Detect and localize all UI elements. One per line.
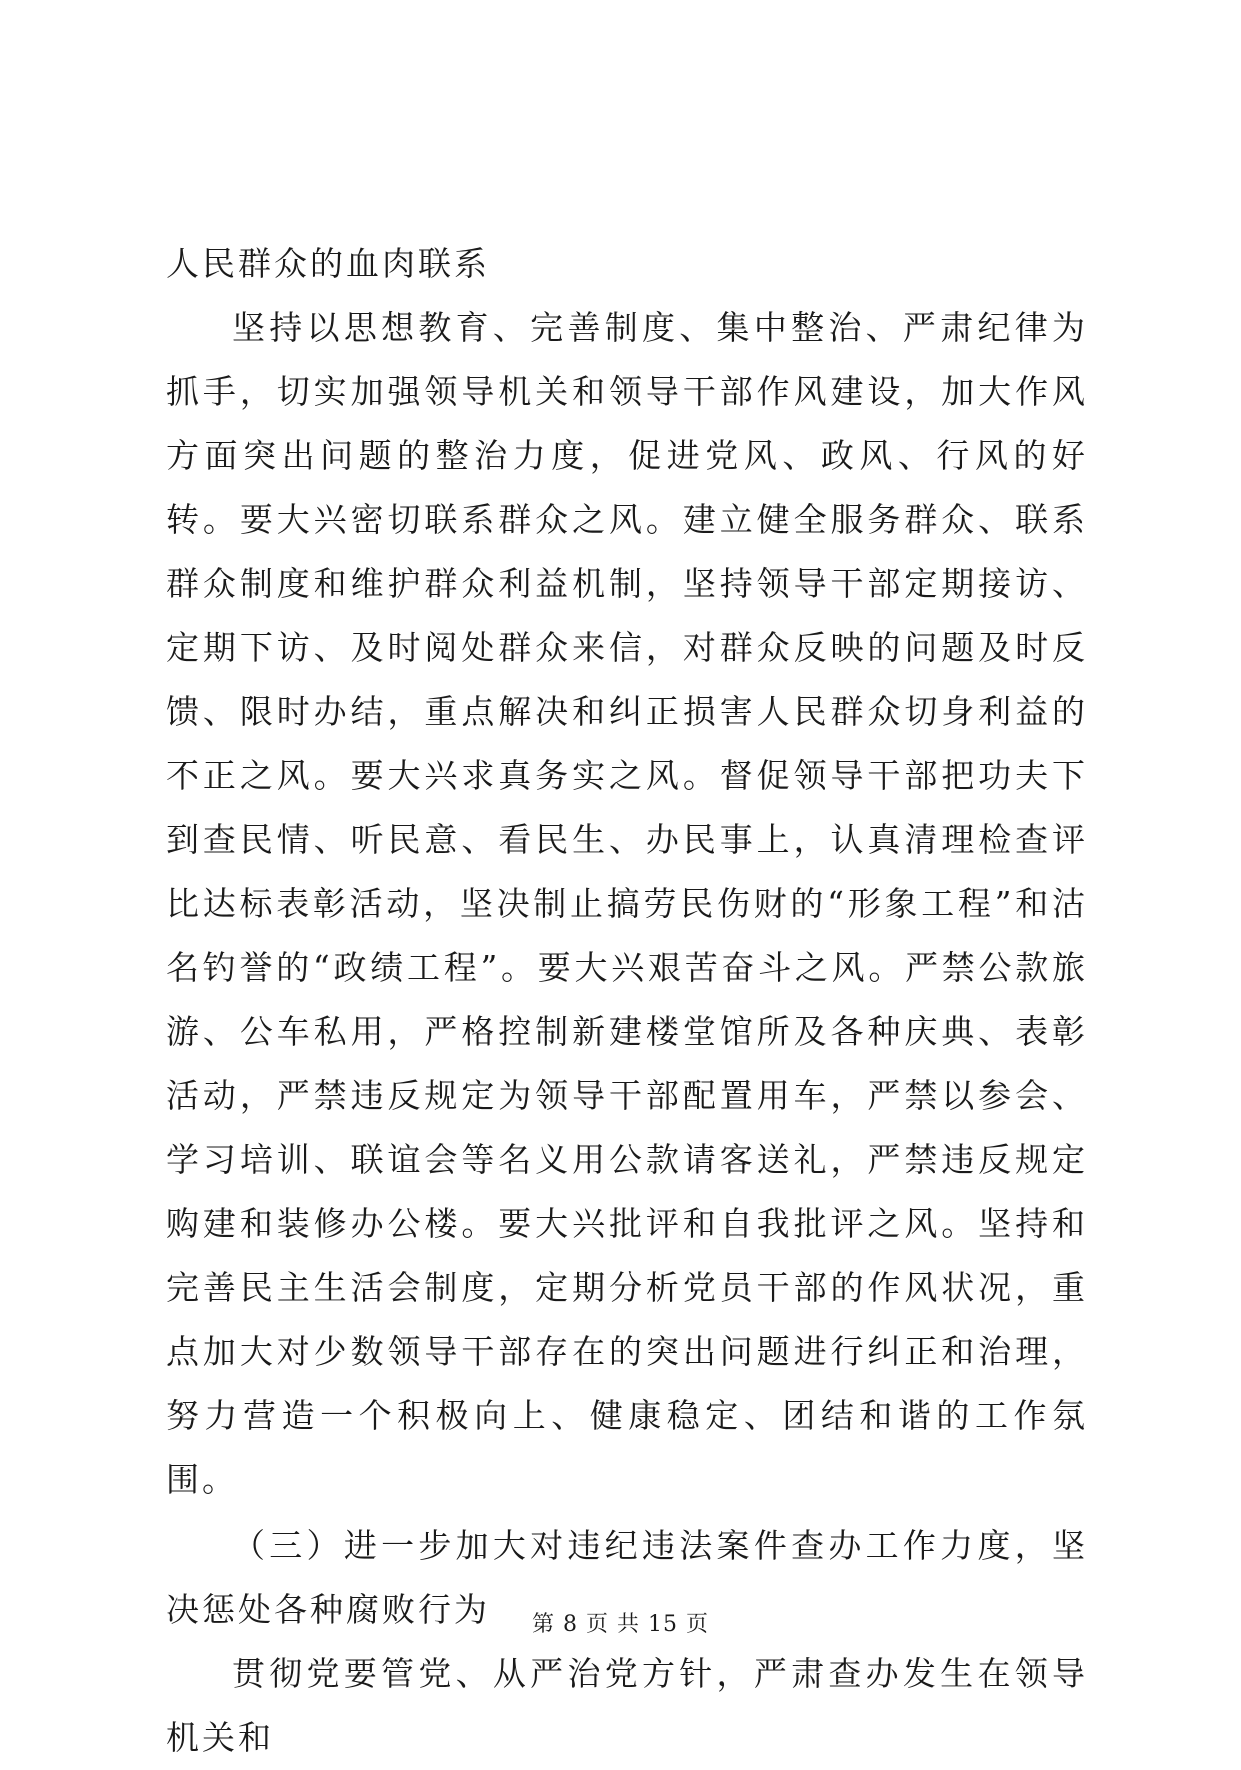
paragraph-style-building: 坚持以思想教育、完善制度、集中整治、严肃纪律为抓手，切实加强领导机关和领导干部作风建设，加大作风方面突出问题的整治力度，促进党风、政风、行风的好转。要大兴密切联系群众之风。建立健全服务群众、联系群众制度和维护群众利益机制，坚持领导干部定期接访、定期下访、及时阅处群众来信，对群众反映的问题及时反馈、限时办结，重点解决和纠正损害人民群众切身利益的不正之风。要大兴求真务实之风。督促领导干部把功夫下到查民情、听民意、看民生、办民事上，认真清理检查评比达标表彰活动，坚决制止搞劳民伤财的“形象工程”和沽名钓誉的“政绩工程”。要大兴艰苦奋斗之风。严禁公款旅游、公车私用，严格控制新建楼堂馆所及各种庆典、表彰活动，严禁违反规定为领导干部配置用车，严禁以参会、学习培训、联谊会等名义用公款请客送礼，严禁违反规定购建和装修办公楼。要大兴批评和自我批评之风。坚持和完善民主生活会制度，定期分析党员干部的作风状况，重点加大对少数领导干部存在的突出问题进行纠正和治理，努力营造一个积极向上、健康稳定、团结和谐的工作氛围。 <box>166 308 1088 1499</box>
page-number-footer: 第 8 页 共 15 页 <box>532 1612 709 1637</box>
document-body <box>166 232 1088 1770</box>
paragraph-case-handling: 贯彻党要管党、从严治党方针，严肃查办发生在领导机关和 <box>166 1654 1088 1757</box>
section-heading-three: （三）进一步加大对违纪违法案件查办工作力度，坚决惩处各种腐败行为 <box>166 1526 1088 1629</box>
paragraph-continuation: 人民群众的血肉联系 <box>166 244 490 283</box>
